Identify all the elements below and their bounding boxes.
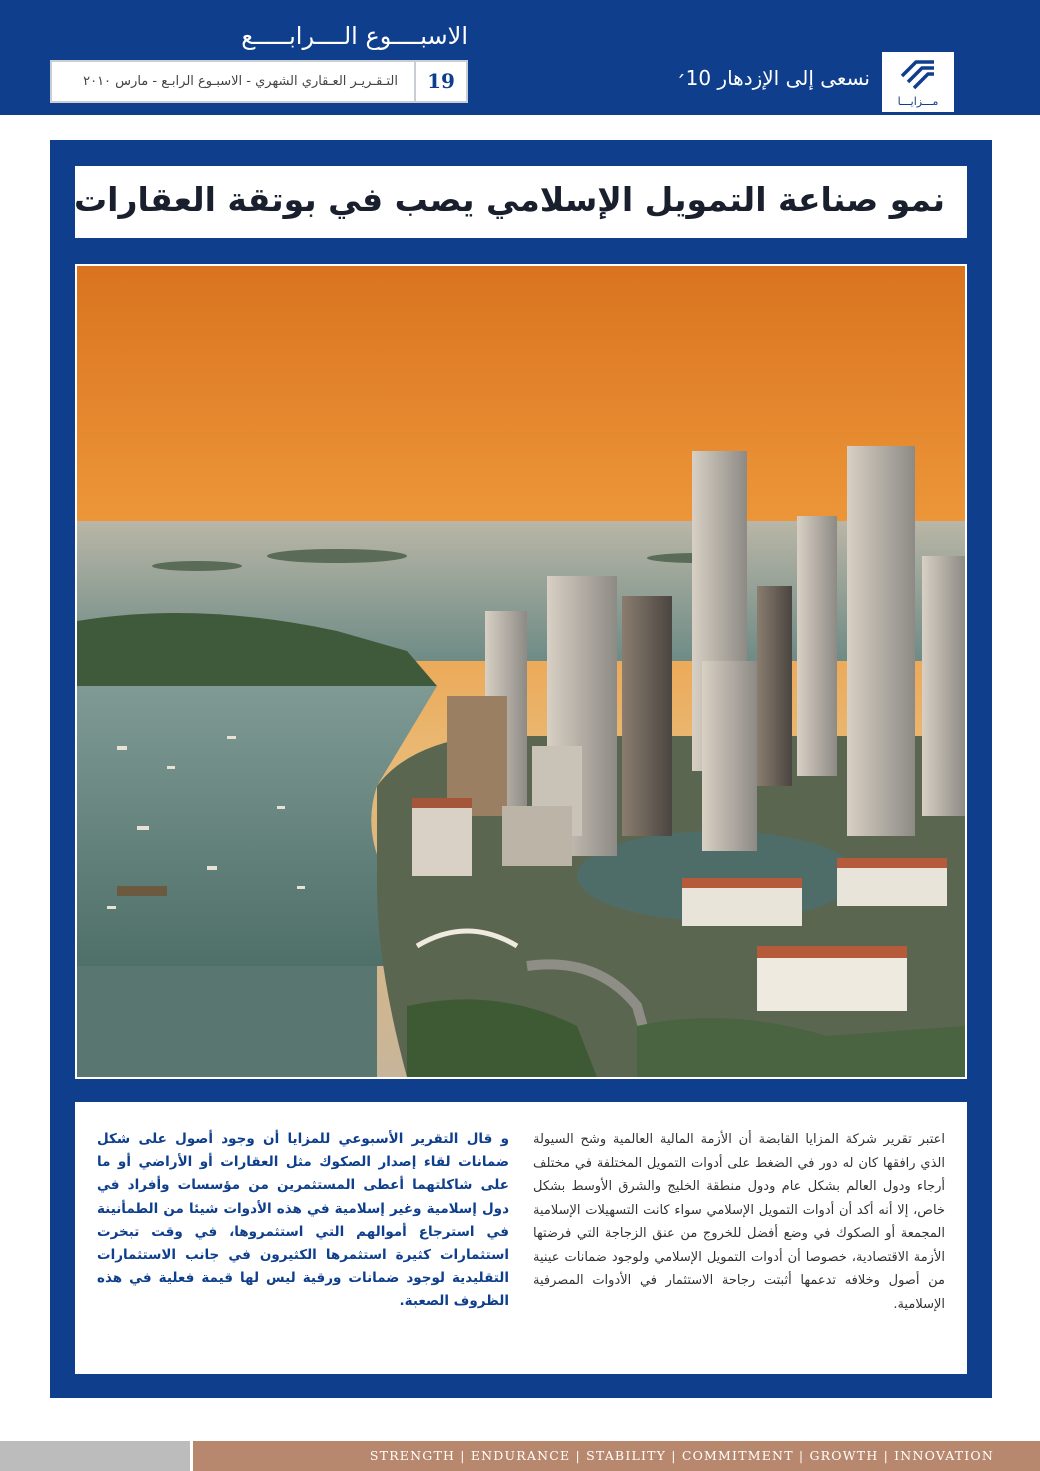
page-header [0,0,1040,115]
footer-values-text: STRENGTH | ENDURANCE | STABILITY | COMMITMENT | GROWTH | INNOVATION [369,1448,994,1463]
skyline-illustration [77,266,965,1077]
report-line: التـقـريـر العـقاري الشهري - الاسبـوع الرابـع - مارس ٢٠١٠ [83,74,398,89]
company-logo [882,52,954,112]
title-bar [75,166,967,238]
slogan: نسعى إلى الإزدهار 10׳ [677,66,870,90]
article-text-panel [75,1102,967,1374]
article-frame [50,140,992,1398]
report-info-box [50,60,468,103]
page-number: 19 [414,62,466,101]
week-title: الاسبــــوع الــــرابـــــع [241,22,468,50]
city-skyline-photo [75,264,967,1079]
article-title: نمو صناعة التمويل الإسلامي يصب في بوتقة العقارات [74,180,945,219]
logo-text: مـــزايـــا [897,95,939,108]
logo-mark-icon [898,58,938,94]
footer-left-bar [0,1441,190,1471]
paragraph-right: اعتبر تقرير شركة المزايا القابضة أن الأزمة المالية العالمية وشح السيولة الذي رافقها كان له دور في الضغط على أدوات التمويل المختلفة في مختلف أرجاء ودول العالم بشكل عام ودول منطقة الخليج والشرق الأوسط بشكل خاص، إلا أنه أكد أن أدوات التمويل الإسلامي سواء كانت التسهيلات الإسلامية المجمعة أو الصكوك في وضع أفضل للخروج من عنق الزجاجة التي فرضتها الأزمة الاقتصادية، خصوصا أن أدوات التمويل الإسلامي ولوجود ضمانات عينية من أصول وخلافه تدعمها أثبتت رجاحة الاستثمار في الأدوات المصرفية الإسلامية. [533,1132,945,1312]
footer-values-bar [193,1441,1040,1471]
paragraph-left: و قال التقرير الأسبوعي للمزايا أن وجود أصول على شكل ضمانات لقاء إصدار الصكوك مثل العقارات أو الأراضي أو ما على شاكلتهما أعطى المستثمرين من مؤسسات وأفراد في دول إسلامية وغير إسلامية في هذه الأدوات شيئا من الطمأنينة في استرجاع أموالهم التي استثمروها، في وقت تبخرت استثمارات كثيرة استثمرها الكثيرون في جانب الاستثمارات التقليدية لوجود ضمانات ورقية ليس لها قيمة فعلية في هذه الظروف الصعبة. [97,1131,509,1310]
